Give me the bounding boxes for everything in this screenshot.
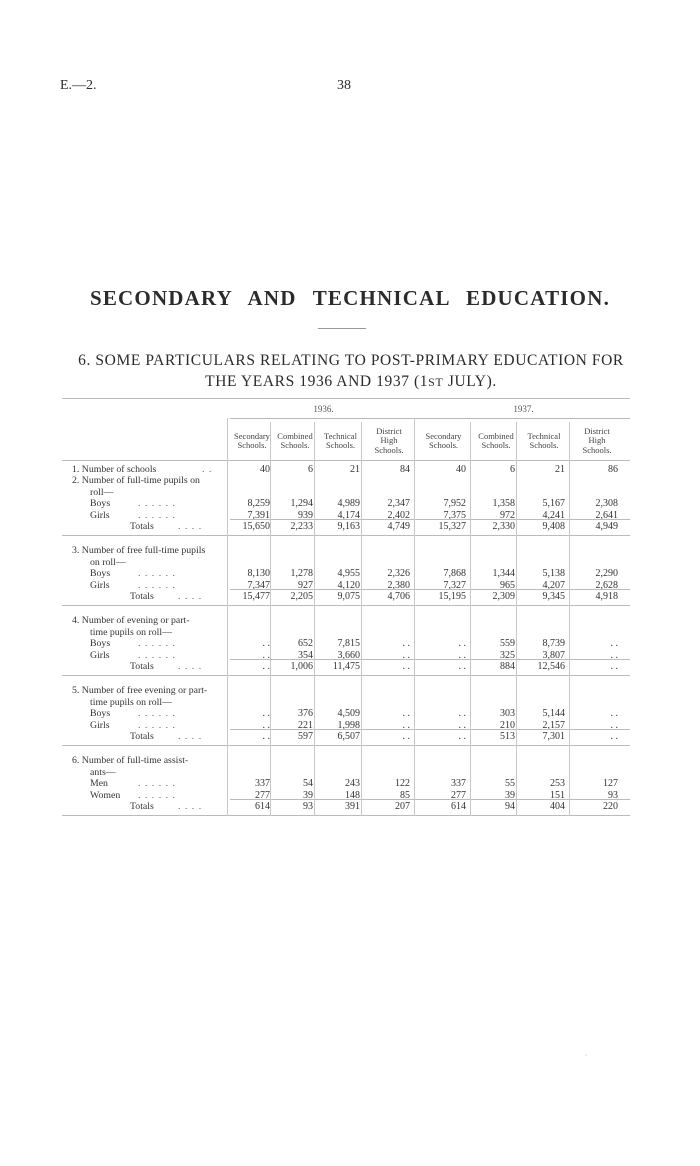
column-header — [519, 424, 569, 458]
totals-label: Totals — [130, 801, 154, 812]
table-cell: 5,144 — [542, 708, 565, 720]
table-cell: 9,075 — [337, 591, 360, 602]
table-cell: 2,157 — [542, 719, 565, 731]
table-cell: 7,391 — [247, 509, 270, 521]
row-label: Girls — [90, 579, 110, 591]
totals-rule — [230, 589, 630, 590]
column-header-line: Schools. — [237, 440, 267, 450]
row-label: Girls — [90, 649, 110, 661]
row-label: Girls — [90, 719, 110, 731]
table-cell: 1,294 — [290, 498, 313, 510]
totals-label: Totals — [130, 731, 154, 742]
table-cell: 1,358 — [492, 498, 515, 510]
table-cell: . . — [610, 638, 618, 650]
table-cell: . . — [262, 649, 270, 661]
table-cell: 277 — [451, 789, 466, 801]
table-cell: 4,207 — [542, 579, 565, 591]
column-header-line: High — [588, 435, 606, 446]
table-cell: 2,308 — [595, 498, 618, 510]
leader-dots: . . . . — [178, 731, 203, 742]
leader-dots: . . . . . . — [138, 708, 176, 720]
leader-dots: . . . . . . — [138, 498, 176, 510]
year-1936-label: 1936. — [313, 404, 334, 414]
section-separator — [62, 535, 630, 536]
row-label: Boys — [90, 498, 111, 510]
table-cell: 55 — [505, 778, 515, 790]
section-title — [55, 350, 647, 393]
table-cell: 354 — [298, 649, 313, 661]
table-cell: 965 — [500, 579, 515, 591]
table-cell: . . — [262, 708, 270, 720]
table-cell: 3,807 — [542, 649, 565, 661]
table-cell: 1,278 — [290, 568, 313, 580]
row-label: 4. Number of evening or part- — [72, 615, 190, 627]
column-header-line: Schools. — [582, 444, 612, 455]
row-label: Women — [90, 789, 121, 801]
leader-dots: . . . . . . — [138, 719, 176, 731]
table-cell: 15,650 — [242, 521, 270, 532]
totals-label: Totals — [130, 661, 154, 672]
row-label: 1. Number of schools — [72, 464, 157, 475]
table-cell: 7,301 — [542, 731, 565, 742]
section-title-years: THE YEARS 1936 AND 1937 (1 — [205, 373, 429, 390]
totals-rule — [230, 729, 630, 730]
table-cell: 559 — [500, 638, 515, 650]
section-separator — [62, 815, 630, 816]
table-cell: . . — [610, 661, 618, 672]
table-cell: . . — [610, 649, 618, 661]
column-header-line: Combined — [277, 430, 313, 441]
table-cell: 39 — [303, 789, 313, 801]
table-cell: 2,233 — [290, 521, 313, 532]
table-cell: 9,345 — [542, 591, 565, 602]
section-separator — [62, 745, 630, 746]
table-cell: 15,327 — [438, 521, 466, 532]
table-cell: 2,290 — [595, 568, 618, 580]
totals-label: Totals — [130, 591, 154, 602]
row-label: 6. Number of full-time assist- — [72, 755, 189, 767]
column-header-line: Schools. — [374, 444, 404, 455]
column-rule — [227, 418, 228, 816]
table-cell: 337 — [255, 778, 270, 790]
column-header-line: District — [584, 425, 610, 436]
row-label: 2. Number of full-time pupils on — [72, 475, 200, 487]
table-cell: 21 — [350, 464, 360, 475]
table-cell: 9,163 — [337, 521, 360, 532]
table-cell: 391 — [345, 801, 360, 812]
table-cell: 2,309 — [492, 591, 515, 602]
column-header-line: Technical — [527, 430, 561, 441]
column-header-line: Schools. — [481, 440, 511, 450]
table-cell: 93 — [303, 801, 313, 812]
leader-dots: . . . . . . — [138, 509, 176, 521]
table-cell: 5,167 — [542, 498, 565, 510]
column-header-line: Schools. — [428, 440, 459, 450]
column-header — [230, 424, 274, 458]
table-cell: 221 — [298, 719, 313, 731]
leader-dots: . . . . . . — [138, 778, 176, 790]
totals-label: Totals — [130, 521, 154, 532]
table-cell: 127 — [603, 778, 618, 790]
table-cell: 614 — [255, 801, 270, 812]
table-cell: 4,918 — [595, 591, 618, 602]
table-cell: 7,952 — [443, 498, 466, 510]
table-cell: 220 — [603, 801, 618, 812]
table-cell: 2,205 — [290, 591, 313, 602]
table-cell: 652 — [298, 638, 313, 650]
table-cell: 86 — [608, 464, 618, 475]
table-cell: . . — [402, 638, 410, 650]
table-cell: 93 — [608, 789, 618, 801]
table-cell: 84 — [400, 464, 410, 475]
page-mark: ⸱ — [585, 1051, 588, 1060]
column-header-line: Technical — [324, 430, 357, 441]
table-cell: 376 — [298, 708, 313, 720]
table-cell: . . — [262, 719, 270, 731]
table-cell: 277 — [255, 789, 270, 801]
table-cell: 1,998 — [337, 719, 360, 731]
table-cell: 122 — [395, 778, 410, 790]
leader-dots: . . . . — [178, 661, 203, 672]
table-cell: 7,375 — [443, 509, 466, 521]
table-cell: 7,868 — [443, 568, 466, 580]
table-cell: 6 — [308, 464, 313, 475]
section-title-line-2 — [55, 371, 647, 393]
table-cell: 614 — [451, 801, 466, 812]
table-cell: 210 — [500, 719, 515, 731]
column-rule — [470, 422, 471, 816]
leader-dots: . . . . — [178, 801, 203, 812]
table-cell: 4,509 — [337, 708, 360, 720]
table-cell: 4,174 — [337, 509, 360, 521]
table-cell: 39 — [505, 789, 515, 801]
title-divider — [318, 328, 366, 329]
table-cell: 11,475 — [332, 661, 360, 672]
table-cell: 2,326 — [387, 568, 410, 580]
table-cell: 8,259 — [247, 498, 270, 510]
table-cell: 253 — [550, 778, 565, 790]
table-cell: . . — [458, 638, 466, 650]
column-header-text — [582, 427, 611, 456]
column-header-line: Secondary — [234, 430, 270, 441]
main-title: SECONDARY AND TECHNICAL EDUCATION. — [89, 286, 611, 310]
table-cell: . . — [458, 649, 466, 661]
column-rule — [314, 422, 315, 816]
header-bottom-rule — [62, 460, 630, 461]
column-header-line: Schools. — [325, 440, 356, 450]
table-cell: . . — [402, 719, 410, 731]
row-label: time pupils on roll— — [90, 696, 172, 708]
table-cell: 9,408 — [542, 521, 565, 532]
column-rule — [361, 422, 362, 816]
table-cell: 12,546 — [537, 661, 565, 672]
table-cell: 7,347 — [247, 579, 270, 591]
table-cell: . . — [458, 731, 466, 742]
year-1937-label: 1937. — [513, 404, 534, 414]
row-label: 3. Number of free full-time pupils — [72, 545, 206, 557]
table-cell: . . — [402, 708, 410, 720]
column-header-text — [478, 432, 513, 451]
table-cell: 8,130 — [247, 568, 270, 580]
totals-rule — [230, 519, 630, 520]
table-cell: 15,477 — [242, 591, 270, 602]
leader-dots: . . . . . . — [138, 579, 176, 591]
column-header-line: Combined — [478, 430, 514, 441]
column-header-text — [374, 427, 403, 456]
table-cell: 597 — [298, 731, 313, 742]
table-cell: 4,120 — [337, 579, 360, 591]
table-cell: 207 — [395, 801, 410, 812]
leader-dots: . . . . — [178, 591, 203, 602]
table-cell: . . — [262, 638, 270, 650]
table-cell: 7,815 — [337, 638, 360, 650]
table-cell: . . — [262, 731, 270, 742]
row-label: on roll— — [90, 556, 126, 568]
column-header-text — [277, 432, 312, 451]
table-cell: 4,955 — [337, 568, 360, 580]
column-header — [273, 424, 317, 458]
leader-dots: . . . . . . — [138, 638, 176, 650]
table-cell: 54 — [303, 778, 313, 790]
table-cell: 21 — [555, 464, 565, 475]
table-cell: 4,949 — [595, 521, 618, 532]
table-cell: 325 — [500, 649, 515, 661]
column-header-line: Schools. — [529, 440, 559, 450]
table-cell: 2,380 — [387, 579, 410, 591]
column-header-text — [324, 432, 357, 451]
table-cell: 337 — [451, 778, 466, 790]
table-cell: . . — [402, 661, 410, 672]
column-rule — [516, 422, 517, 816]
table-cell: 2,402 — [387, 509, 410, 521]
table-cell: 40 — [456, 464, 466, 475]
column-rule — [270, 422, 271, 816]
section-title-ordinal: ST — [428, 375, 444, 389]
section-separator — [62, 675, 630, 676]
totals-rule — [230, 659, 630, 660]
section-separator — [62, 605, 630, 606]
row-label: ants— — [90, 766, 116, 778]
table-cell: . . — [402, 649, 410, 661]
table-cell: 4,989 — [337, 498, 360, 510]
table-top-rule — [62, 398, 630, 399]
totals-rule — [230, 799, 630, 800]
row-label: Boys — [90, 568, 111, 580]
leader-dots: . . . . . . — [138, 568, 176, 580]
leader-dots: . . — [202, 464, 213, 475]
page-number: 38 — [337, 78, 351, 93]
row-label: 5. Number of free evening or part- — [72, 685, 208, 697]
row-label: Boys — [90, 638, 111, 650]
row-label: Boys — [90, 708, 111, 720]
table-cell: . . — [458, 708, 466, 720]
table-cell: 972 — [500, 509, 515, 521]
table-cell: 513 — [500, 731, 515, 742]
row-label: roll— — [90, 486, 114, 498]
column-header — [473, 424, 519, 458]
year-separator — [230, 418, 630, 419]
leader-dots: . . . . — [178, 521, 203, 532]
table-cell: 151 — [550, 789, 565, 801]
section-title-line-1: 6. SOME PARTICULARS RELATING TO POST-PRIMARY EDUCATION FOR — [78, 352, 624, 369]
table-cell: 4,706 — [387, 591, 410, 602]
column-header — [317, 424, 364, 458]
column-header-text — [234, 432, 270, 451]
table-cell: 2,330 — [492, 521, 515, 532]
column-header-text — [528, 432, 561, 451]
table-cell: 6 — [510, 464, 515, 475]
section-title-date: JULY). — [443, 373, 497, 390]
table-cell: 404 — [550, 801, 565, 812]
table-cell: 303 — [500, 708, 515, 720]
table-cell: 8,739 — [542, 638, 565, 650]
column-header-line: High — [380, 435, 398, 446]
table-cell: 7,327 — [443, 579, 466, 591]
table-cell: 3,660 — [337, 649, 360, 661]
column-rule — [569, 422, 570, 816]
page-reference: E.—2. — [60, 78, 97, 93]
table-cell: 939 — [298, 509, 313, 521]
table-cell: . . — [610, 708, 618, 720]
table-cell: 927 — [298, 579, 313, 591]
row-label: Men — [90, 778, 108, 790]
table-cell: . . — [402, 731, 410, 742]
column-header-line: Schools. — [280, 440, 310, 450]
column-header-line: District — [376, 425, 402, 436]
table-cell: . . — [610, 719, 618, 731]
leader-dots: . . . . . . — [138, 649, 176, 661]
table-cell: 884 — [500, 661, 515, 672]
table-cell: 15,195 — [438, 591, 466, 602]
leader-dots: . . . . . . — [138, 789, 176, 801]
table-cell: . . — [458, 661, 466, 672]
column-header-text — [426, 432, 462, 451]
column-header — [364, 424, 414, 458]
table-cell: 2,641 — [595, 509, 618, 521]
table-cell: 148 — [345, 789, 360, 801]
table-cell: . . — [262, 661, 270, 672]
table-cell: 6,507 — [337, 731, 360, 742]
table-cell: 2,628 — [595, 579, 618, 591]
table-cell: 1,344 — [492, 568, 515, 580]
table-cell: 40 — [260, 464, 270, 475]
table-cell: 243 — [345, 778, 360, 790]
column-rule — [414, 418, 415, 816]
table-cell: 1,006 — [290, 661, 313, 672]
column-header — [572, 424, 622, 458]
row-label: Girls — [90, 509, 110, 521]
table-cell: 4,749 — [387, 521, 410, 532]
column-header — [417, 424, 470, 458]
table-cell: 5,138 — [542, 568, 565, 580]
table-cell: 4,241 — [542, 509, 565, 521]
table-cell: 94 — [505, 801, 515, 812]
table-cell: . . — [610, 731, 618, 742]
table-cell: 85 — [400, 789, 410, 801]
table-cell: 2,347 — [387, 498, 410, 510]
table-cell: . . — [458, 719, 466, 731]
column-header-line: Secondary — [425, 430, 462, 441]
row-label: time pupils on roll— — [90, 626, 172, 638]
